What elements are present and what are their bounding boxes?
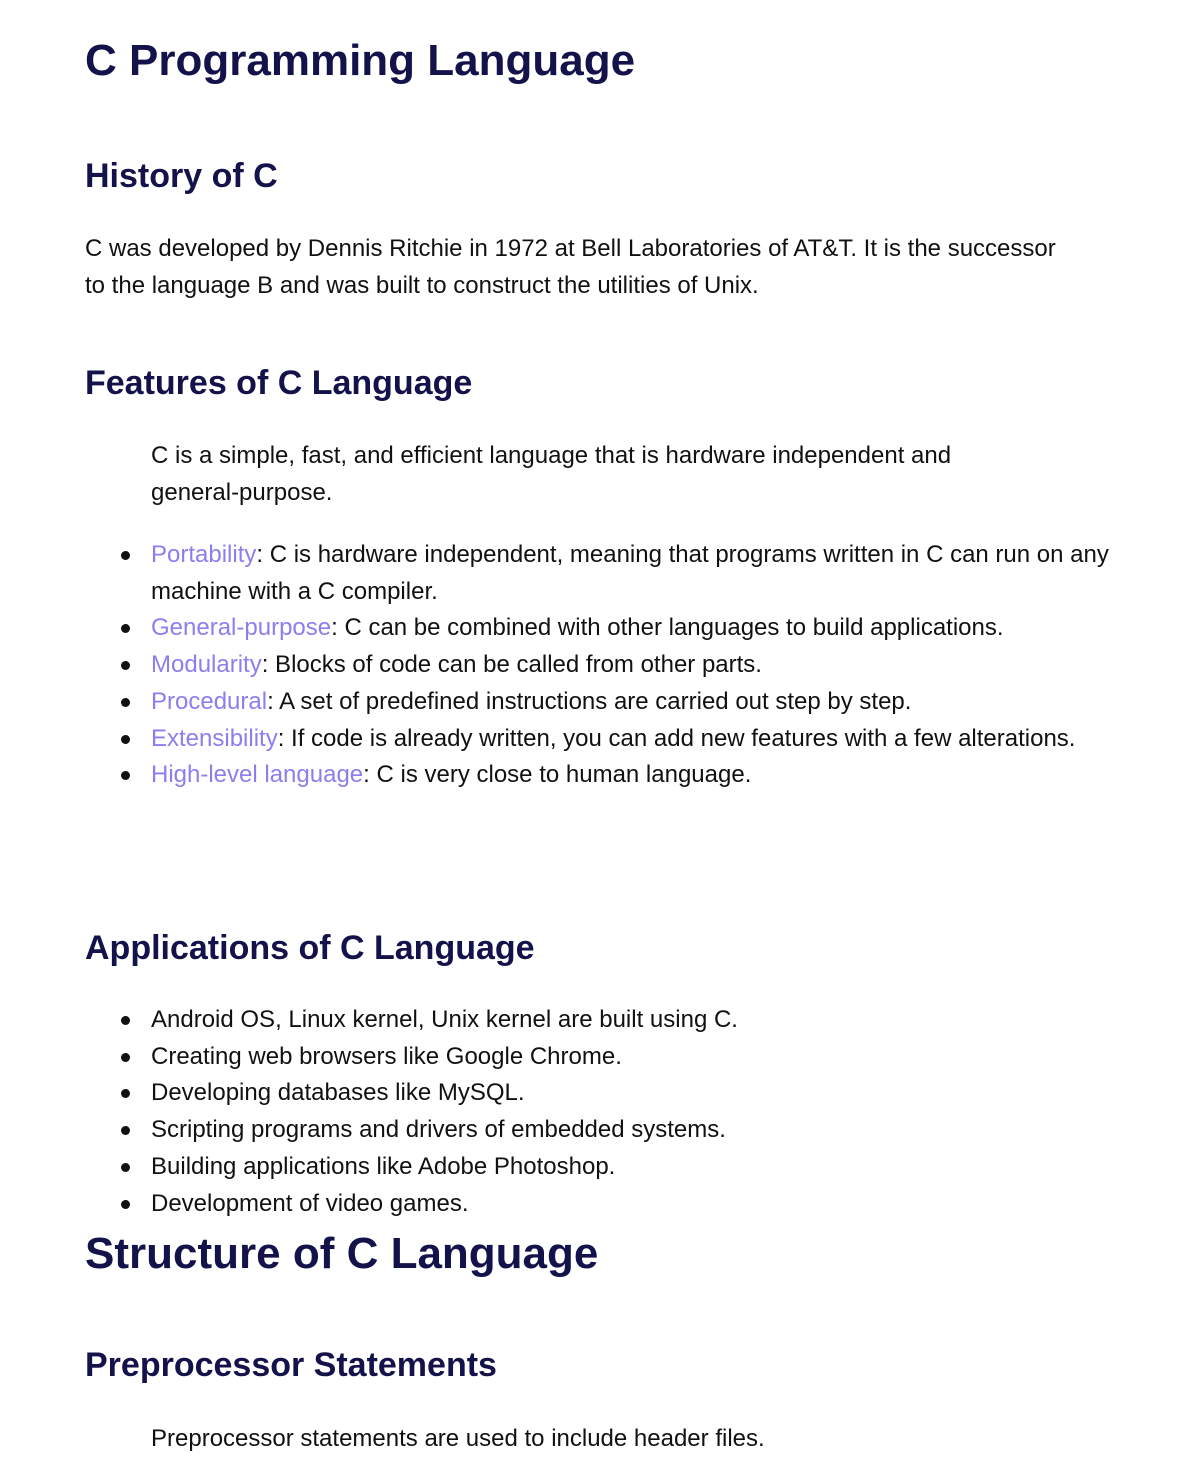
application-text: Creating web browsers like Google Chrome. — [151, 1042, 622, 1070]
page-title: C Programming Language — [85, 36, 636, 85]
bullet-icon — [121, 1126, 130, 1135]
bullet-icon — [121, 1200, 130, 1209]
bullet-icon — [121, 1053, 130, 1062]
feature-desc: : If code is already written, you can add new features with a few alterations. — [277, 724, 1076, 752]
feature-item — [151, 610, 1116, 647]
feature-desc: : C is hardware independent, meaning that programs written in C can run on any machine with a C compiler. — [151, 541, 1109, 605]
bullet-icon — [121, 698, 130, 707]
history-paragraph: C was developed by Dennis Ritchie in 1972 at Bell Laboratories of AT&T. It is the successor to the language B and was built to construct the utilities of Unix. — [85, 235, 1056, 299]
bullet-icon — [121, 661, 130, 670]
bullet-icon — [121, 624, 130, 633]
bullet-icon — [121, 771, 130, 780]
applications-list — [151, 1002, 1116, 1222]
application-item — [151, 1002, 1116, 1039]
feature-term: High-level language — [151, 761, 364, 789]
preprocessor-paragraph: Preprocessor statements are used to include header files. — [151, 1425, 765, 1452]
history-heading: History of C — [85, 157, 278, 195]
structure-heading: Structure of C Language — [85, 1229, 599, 1278]
features-list — [151, 537, 1116, 794]
feature-term: Modularity — [151, 651, 262, 679]
features-heading: Features of C Language — [85, 364, 473, 402]
feature-item — [151, 684, 1116, 721]
application-text: Building applications like Adobe Photoshop. — [151, 1152, 616, 1180]
feature-term: Portability — [151, 541, 257, 568]
application-item — [151, 1149, 1116, 1186]
bullet-icon — [121, 735, 130, 744]
feature-desc: : A set of predefined instructions are carried out step by step. — [267, 687, 912, 715]
application-item — [151, 1112, 1116, 1149]
application-text: Developing databases like MySQL. — [151, 1079, 525, 1107]
bullet-icon — [121, 1089, 130, 1098]
application-text: Scripting programs and drivers of embedded systems. — [151, 1116, 726, 1144]
feature-term: Procedural — [151, 687, 268, 715]
bullet-icon — [121, 1016, 130, 1025]
preprocessor-heading: Preprocessor Statements — [85, 1346, 497, 1384]
feature-term: Extensibility — [151, 724, 278, 752]
feature-desc: : Blocks of code can be called from other parts. — [261, 651, 762, 679]
feature-item — [151, 537, 1116, 610]
bullet-icon — [121, 1163, 130, 1172]
feature-item — [151, 757, 1116, 794]
feature-term: General-purpose — [151, 614, 332, 642]
bullet-icon — [121, 551, 130, 560]
feature-item — [151, 721, 1116, 758]
features-intro: C is a simple, fast, and efficient language that is hardware independent and general-purpose. — [151, 442, 952, 506]
application-item — [151, 1186, 1116, 1223]
application-item — [151, 1075, 1116, 1112]
application-text: Development of video games. — [151, 1189, 469, 1217]
feature-desc: : C is very close to human language. — [363, 761, 752, 789]
feature-item — [151, 647, 1116, 684]
application-text: Android OS, Linux kernel, Unix kernel are built using C. — [151, 1006, 738, 1033]
applications-heading: Applications of C Language — [85, 929, 535, 967]
feature-desc: : C can be combined with other languages to build applications. — [331, 614, 1004, 642]
application-item — [151, 1039, 1116, 1076]
